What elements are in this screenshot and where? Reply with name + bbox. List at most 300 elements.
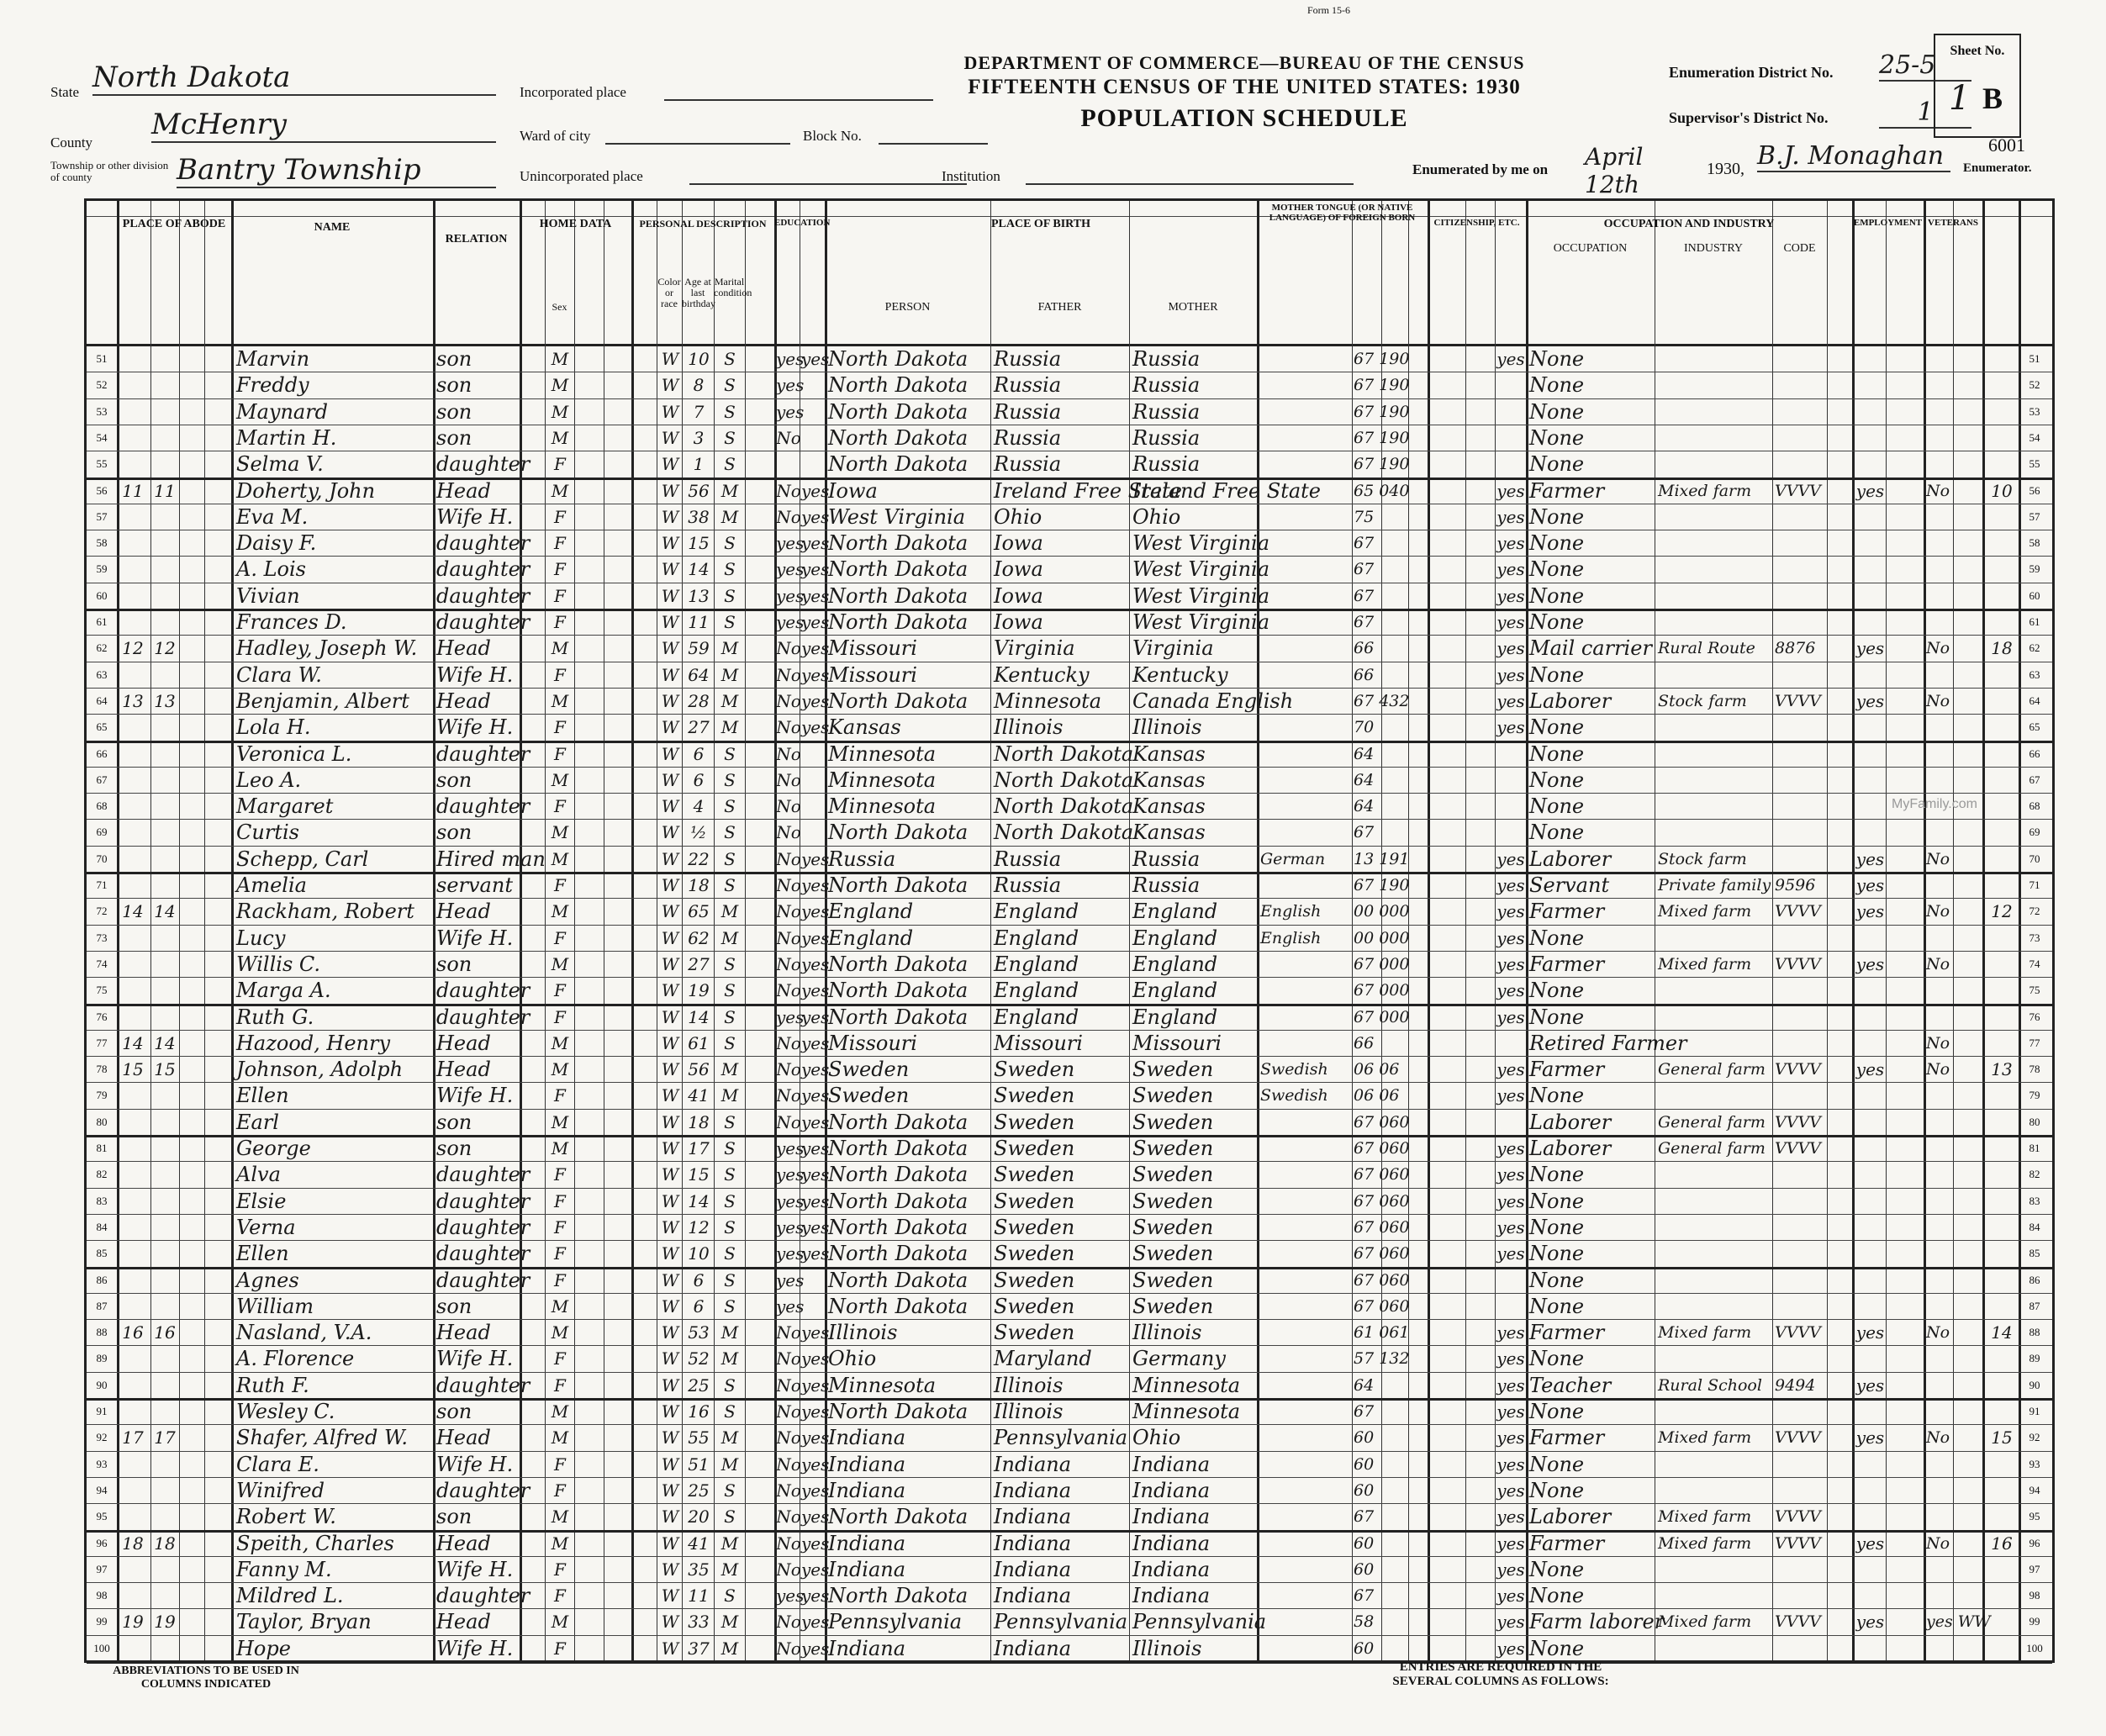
marital: M	[720, 1348, 739, 1369]
occupation-code: VVVV	[1775, 1507, 1821, 1527]
occupation: None	[1529, 1347, 1585, 1371]
relation: daughter	[436, 741, 530, 766]
speaks-english: yes	[1496, 848, 1525, 869]
school-attended: yes	[776, 1138, 805, 1158]
school-attended: No	[776, 638, 801, 659]
birthplace-person: Indiana	[828, 1452, 906, 1476]
birthplace-father: Sweden	[994, 1137, 1075, 1160]
sex: F	[554, 1586, 566, 1607]
employed: yes	[1855, 1533, 1885, 1554]
can-read: yes	[801, 1375, 830, 1396]
birthplace-mother: Minnesota	[1132, 1400, 1241, 1423]
can-read: yes	[801, 980, 830, 1001]
race: W	[661, 1216, 679, 1237]
can-read: yes	[801, 901, 830, 922]
line-number: 52	[96, 378, 108, 392]
birthplace-mother: Kansas	[1132, 768, 1206, 792]
age: 11	[688, 612, 710, 632]
can-read: yes	[801, 1322, 830, 1343]
col-rule	[179, 201, 180, 1660]
age: 19	[688, 980, 710, 1001]
birth-code: 67 060	[1354, 1270, 1410, 1290]
person-name: Nasland, V.A.	[236, 1321, 372, 1345]
can-read: yes	[801, 638, 830, 659]
sex: F	[554, 743, 566, 764]
sex: F	[554, 612, 566, 632]
age: 1	[693, 454, 705, 475]
marital: S	[724, 1111, 736, 1132]
race: W	[661, 585, 679, 606]
can-read: yes	[801, 1032, 830, 1053]
age: 12	[688, 1216, 710, 1237]
relation: son	[436, 1400, 472, 1423]
speaks-english: yes	[1496, 1375, 1525, 1396]
speaks-english: yes	[1496, 1533, 1525, 1554]
school-attended: yes	[776, 1216, 805, 1237]
school-attended: No	[776, 427, 801, 448]
line-number-right: 62	[2029, 641, 2040, 655]
line-number-right: 85	[2029, 1247, 2040, 1260]
school-attended: No	[776, 980, 801, 1001]
line-number: 95	[96, 1510, 108, 1523]
sex: M	[551, 1506, 569, 1528]
speaks-english: yes	[1496, 1216, 1525, 1237]
group-birth: PLACE OF BIRTH	[990, 218, 1090, 230]
birthplace-mother: Missouri	[1132, 1031, 1222, 1055]
enumerator-label: Enumerator.	[1963, 161, 2032, 175]
relation: Head	[436, 1426, 491, 1450]
employed: yes	[1855, 690, 1885, 711]
sex: F	[554, 1006, 566, 1027]
birth-code: 64	[1354, 744, 1375, 763]
school-attended: yes	[776, 1295, 805, 1317]
birthplace-mother: Indiana	[1132, 1452, 1211, 1476]
industry: General farm	[1658, 1139, 1766, 1158]
family-number: 13	[154, 690, 176, 711]
age: 38	[688, 506, 710, 527]
birth-code: 66	[1354, 639, 1375, 658]
birthplace-father: Virginia	[994, 636, 1075, 661]
speaks-english: yes	[1496, 1638, 1525, 1659]
line-number-right: 82	[2029, 1168, 2040, 1181]
age: 16	[688, 1401, 710, 1422]
enumerator-name: B.J. Monaghan	[1757, 141, 1950, 172]
occupation: None	[1529, 926, 1585, 950]
occupation: Laborer	[1529, 847, 1612, 871]
birthplace-mother: Kansas	[1132, 741, 1206, 766]
birth-code: 64	[1354, 1375, 1375, 1395]
birthplace-person: Iowa	[828, 478, 878, 503]
age: 37	[688, 1638, 710, 1659]
occupation: Servant	[1529, 873, 1610, 897]
birthplace-person: North Dakota	[828, 1110, 969, 1134]
birthplace-father: Sweden	[994, 1242, 1075, 1266]
sex: M	[551, 1032, 569, 1053]
person-name: Ellen	[236, 1242, 289, 1266]
farm-schedule: 13	[1991, 1059, 2013, 1080]
school-attended: No	[776, 1427, 801, 1448]
veteran: yes WW	[1926, 1612, 1991, 1632]
line-number: 82	[96, 1168, 108, 1181]
line-number-right: 75	[2029, 984, 2040, 997]
family-number: 12	[154, 638, 176, 659]
enumerated-year: 1930,	[1707, 160, 1744, 178]
school-attended: No	[776, 1111, 801, 1132]
occupation: None	[1529, 504, 1585, 529]
school-attended: No	[776, 1533, 801, 1554]
marital: S	[724, 822, 736, 843]
industry: Rural School	[1658, 1375, 1762, 1395]
sex: F	[554, 927, 566, 948]
industry: Mixed farm	[1658, 1612, 1752, 1632]
speaks-english: yes	[1496, 638, 1525, 659]
age: 55	[688, 1427, 710, 1448]
race: W	[661, 1638, 679, 1659]
birthplace-father: Iowa	[994, 610, 1043, 634]
institution-label: Institution	[942, 168, 1000, 184]
line-number-right: 79	[2029, 1089, 2040, 1102]
birthplace-person: North Dakota	[828, 399, 969, 424]
birthplace-mother: Kansas	[1132, 794, 1206, 819]
sex: F	[554, 1190, 566, 1211]
group-personal: PERSONAL DESCRIPTION	[639, 218, 767, 230]
schedule-title: POPULATION SCHEDULE	[1080, 104, 1408, 132]
sex: F	[554, 1243, 566, 1264]
industry: Private family	[1658, 876, 1771, 894]
sheet-label: Sheet No.	[1950, 44, 2005, 58]
mother-tongue: Swedish	[1260, 1086, 1328, 1105]
sex: F	[554, 559, 566, 580]
race: W	[661, 1243, 679, 1264]
occupation: Farm laborer	[1529, 1610, 1665, 1634]
occupation-code: VVVV	[1775, 1323, 1821, 1343]
age: 15	[688, 1164, 710, 1185]
occupation: None	[1529, 1584, 1585, 1608]
birthplace-mother: Illinois	[1132, 715, 1202, 740]
can-read: yes	[801, 1348, 830, 1369]
birthplace-person: West Virginia	[828, 504, 966, 529]
person-name: William	[236, 1294, 314, 1318]
birthplace-mother: West Virginia	[1132, 531, 1270, 556]
race: W	[661, 901, 679, 922]
birthplace-father: Indiana	[994, 1478, 1072, 1502]
school-attended: No	[776, 506, 801, 527]
sex: F	[554, 980, 566, 1001]
birthplace-mother: Sweden	[1132, 1242, 1214, 1266]
marital: S	[724, 1480, 736, 1501]
birthplace-father: England	[994, 1005, 1079, 1029]
occupation: None	[1529, 741, 1585, 766]
relation: son	[436, 1110, 472, 1134]
person-name: Earl	[236, 1110, 279, 1134]
age: 18	[688, 1111, 710, 1132]
age: 35	[688, 1559, 710, 1580]
person-name: Ruth G.	[236, 1005, 314, 1029]
birthplace-father: Sweden	[994, 1058, 1075, 1082]
dwelling-number: 14	[122, 1032, 144, 1053]
age: 33	[688, 1612, 710, 1633]
birthplace-father: Russia	[994, 347, 1062, 371]
line-number-right: 65	[2029, 720, 2040, 734]
birthplace-person: North Dakota	[828, 1137, 969, 1160]
birthplace-mother: Canada English	[1132, 689, 1294, 713]
birthplace-person: North Dakota	[828, 1215, 969, 1239]
institution-line	[1026, 183, 1354, 185]
school-attended: No	[776, 822, 801, 843]
enumerated-date: April 12th	[1585, 143, 1702, 200]
employed: yes	[1855, 480, 1885, 501]
sex: M	[551, 822, 569, 843]
occupation: None	[1529, 662, 1585, 687]
birth-code: 65 040	[1354, 481, 1410, 500]
birthplace-father: Indiana	[994, 1557, 1072, 1581]
form-number: Form 15-6	[1307, 4, 1350, 16]
person-name: Curtis	[236, 821, 299, 845]
relation: daughter	[436, 557, 530, 582]
birthplace-father: England	[994, 952, 1079, 976]
occupation-code: 8876	[1775, 639, 1816, 658]
speaks-english: yes	[1496, 1506, 1525, 1528]
head-father: FATHER	[1037, 301, 1082, 314]
sex: F	[554, 1164, 566, 1185]
person-name: Willis C.	[236, 952, 321, 976]
birthplace-father: Sweden	[994, 1163, 1075, 1187]
birthplace-mother: Sweden	[1132, 1163, 1214, 1187]
birthplace-person: North Dakota	[828, 1189, 969, 1213]
marital: S	[724, 1216, 736, 1237]
birthplace-mother: Sweden	[1132, 1137, 1214, 1160]
age: 52	[688, 1348, 710, 1369]
birthplace-person: Kansas	[828, 715, 901, 740]
veteran: No	[1926, 481, 1950, 500]
sex: F	[554, 1375, 566, 1396]
birthplace-father: Sweden	[994, 1294, 1075, 1318]
race: W	[661, 1138, 679, 1158]
sex: F	[554, 875, 566, 895]
marital: M	[720, 1427, 739, 1448]
line-number: 98	[96, 1589, 108, 1602]
race: W	[661, 875, 679, 895]
sex: M	[551, 401, 569, 422]
line-number-right: 53	[2029, 404, 2040, 418]
marital: M	[720, 717, 739, 738]
col-rule	[631, 201, 634, 1660]
occupation: None	[1529, 557, 1585, 582]
school-attended: No	[776, 690, 801, 711]
marital: S	[724, 559, 736, 580]
line-number: 57	[96, 509, 108, 523]
line-number-right: 83	[2029, 1194, 2040, 1207]
line-number-right: 70	[2029, 852, 2040, 865]
line-number-right: 89	[2029, 1352, 2040, 1365]
line-number: 67	[96, 773, 108, 786]
birthplace-mother: Illinois	[1132, 1636, 1202, 1660]
sex: F	[554, 585, 566, 606]
race: W	[661, 1559, 679, 1580]
sex: F	[554, 1269, 566, 1290]
race: W	[661, 664, 679, 685]
head-occupation: OCCUPATION	[1553, 242, 1628, 255]
person-name: Eva M.	[236, 504, 309, 529]
speaks-english: yes	[1496, 1612, 1525, 1633]
marital: M	[720, 1533, 739, 1554]
school-attended: yes	[776, 1586, 805, 1607]
group-header-rule	[87, 216, 2052, 217]
can-read: yes	[801, 1427, 830, 1448]
age: 13	[688, 585, 710, 606]
can-read: yes	[801, 1638, 830, 1659]
speaks-english: yes	[1496, 506, 1525, 527]
line-number-right: 51	[2029, 352, 2040, 365]
sex: F	[554, 1216, 566, 1237]
age: 59	[688, 638, 710, 659]
marital: S	[724, 980, 736, 1001]
col-rule	[204, 201, 205, 1660]
person-name: Hadley, Joseph W.	[236, 636, 418, 661]
age: 56	[688, 1059, 710, 1080]
occupation-code: VVVV	[1775, 1060, 1821, 1079]
group-home: HOME DATA	[539, 218, 612, 230]
speaks-english: yes	[1496, 1059, 1525, 1080]
birthplace-person: North Dakota	[828, 452, 969, 477]
marital: M	[720, 690, 739, 711]
person-name: Agnes	[236, 1268, 299, 1292]
relation: Head	[436, 900, 491, 924]
group-occupation: OCCUPATION AND INDUSTRY	[1603, 218, 1775, 230]
incorporated-label: Incorporated place	[520, 84, 626, 100]
sex: F	[554, 717, 566, 738]
birth-code: 67 190	[1354, 876, 1410, 894]
birthplace-mother: Indiana	[1132, 1557, 1211, 1581]
speaks-english: yes	[1496, 901, 1525, 922]
birthplace-mother: Ireland Free State	[1132, 478, 1321, 503]
age: 20	[688, 1506, 710, 1528]
birth-code: 67 000	[1354, 981, 1410, 1000]
marital: S	[724, 427, 736, 448]
industry: Mixed farm	[1658, 1323, 1752, 1343]
person-name: Lola H.	[236, 715, 311, 740]
age: 41	[688, 1085, 710, 1106]
relation: Wife H.	[436, 1452, 514, 1476]
birth-code: 67	[1354, 534, 1375, 553]
relation: son	[436, 399, 472, 424]
person-name: Margaret	[236, 794, 334, 819]
birthplace-mother: Indiana	[1132, 1584, 1211, 1608]
line-number: 60	[96, 588, 108, 602]
dwelling-number: 18	[122, 1533, 144, 1554]
census-title: FIFTEENTH CENSUS OF THE UNITED STATES: 1930	[968, 76, 1521, 98]
relation: Head	[436, 1531, 491, 1555]
occupation: None	[1529, 1478, 1585, 1502]
school-attended: No	[776, 769, 801, 790]
person-name: Veronica L.	[236, 741, 352, 766]
person-name: Shafer, Alfred W.	[236, 1426, 409, 1450]
marital: S	[724, 1506, 736, 1528]
occupation-code: VVVV	[1775, 902, 1821, 921]
birthplace-person: North Dakota	[828, 1005, 969, 1029]
age: ½	[690, 822, 707, 843]
birth-code: 67 060	[1354, 1244, 1410, 1264]
veteran: No	[1926, 1428, 1950, 1448]
marital: S	[724, 1164, 736, 1185]
group-veterans: VETERANS	[1928, 218, 1978, 228]
occupation: None	[1529, 768, 1585, 792]
dwelling-number: 11	[122, 480, 144, 501]
relation: daughter	[436, 1005, 530, 1029]
speaks-english: yes	[1496, 927, 1525, 948]
line-number: 64	[96, 694, 108, 707]
industry: Stock farm	[1658, 849, 1747, 868]
age: 25	[688, 1375, 710, 1396]
birth-code: 67	[1354, 823, 1375, 842]
age: 8	[693, 375, 705, 396]
sex: M	[551, 690, 569, 711]
line-number-right: 60	[2029, 588, 2040, 602]
birthplace-mother: Sweden	[1132, 1058, 1214, 1082]
school-attended: yes	[776, 612, 805, 632]
person-name: Martin H.	[236, 425, 337, 450]
age: 14	[688, 1006, 710, 1027]
line-number: 74	[96, 957, 108, 970]
mother-tongue: Swedish	[1260, 1060, 1328, 1079]
race: W	[661, 1006, 679, 1027]
race: W	[661, 480, 679, 501]
dwelling-number: 19	[122, 1612, 144, 1633]
race: W	[661, 796, 679, 817]
birthplace-person: North Dakota	[828, 531, 969, 556]
sex: M	[551, 1295, 569, 1317]
speaks-english: yes	[1496, 1480, 1525, 1501]
marital: M	[720, 1454, 739, 1475]
relation: Head	[436, 1610, 491, 1634]
family-number: 17	[154, 1427, 176, 1448]
speaks-english: yes	[1496, 1586, 1525, 1607]
birth-code: 67	[1354, 586, 1375, 605]
birthplace-father: Russia	[994, 399, 1062, 424]
age: 11	[688, 1586, 710, 1607]
relation: Hired man	[436, 847, 546, 871]
speaks-english: yes	[1496, 953, 1525, 974]
birth-code: 67	[1354, 1586, 1375, 1606]
person-name: Marga A.	[236, 979, 331, 1003]
line-number-right: 97	[2029, 1562, 2040, 1575]
birthplace-person: Indiana	[828, 1557, 906, 1581]
sheet-number: 1	[1949, 79, 1971, 118]
race: W	[661, 506, 679, 527]
occupation: None	[1529, 821, 1585, 845]
relation: daughter	[436, 1189, 530, 1213]
sheet-box	[1934, 34, 2021, 138]
school-attended: No	[776, 1322, 801, 1343]
marital: S	[724, 454, 736, 475]
birthplace-mother: Sweden	[1132, 1110, 1214, 1134]
school-attended: No	[776, 1612, 801, 1633]
birthplace-father: Indiana	[994, 1452, 1072, 1476]
occupation: None	[1529, 1084, 1585, 1108]
speaks-english: yes	[1496, 1164, 1525, 1185]
can-read: yes	[801, 506, 830, 527]
age: 27	[688, 953, 710, 974]
line-number-right: 71	[2029, 879, 2040, 891]
age: 64	[688, 664, 710, 685]
employed: yes	[1855, 1322, 1885, 1343]
farm-schedule: 12	[1991, 901, 2013, 922]
birthplace-father: England	[994, 900, 1079, 924]
birth-code: 67 000	[1354, 1007, 1410, 1026]
marital: M	[720, 1612, 739, 1633]
group-education: EDUCATION	[774, 218, 831, 228]
birthplace-person: Missouri	[828, 1031, 917, 1055]
